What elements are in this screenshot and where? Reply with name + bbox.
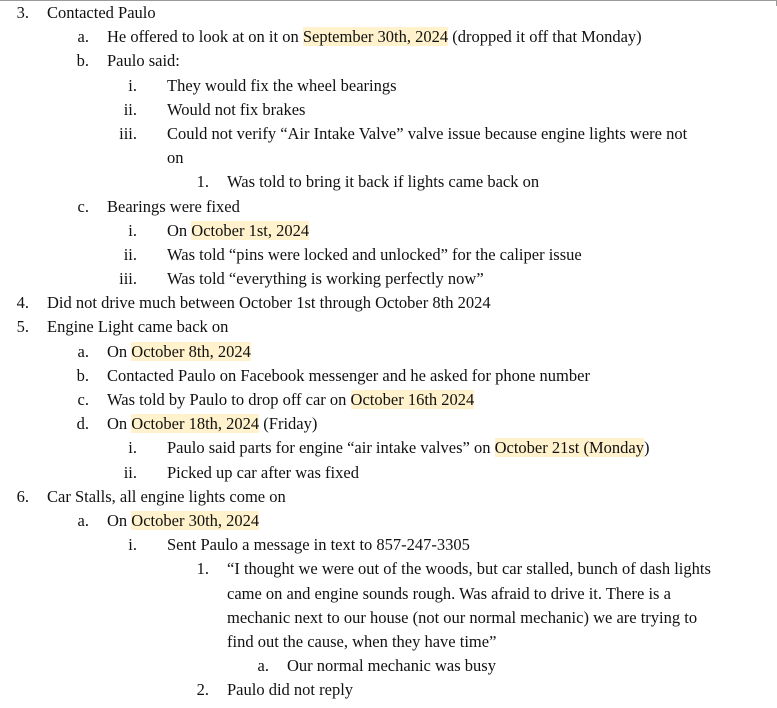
list-item-text bbox=[167, 122, 687, 146]
text-run: Paulo did not reply bbox=[227, 680, 354, 700]
text-run: Would not fix brakes bbox=[167, 99, 306, 119]
text-run: Did not drive much between October 1st through October 8th 2024 bbox=[47, 293, 491, 313]
list-marker: a. bbox=[77, 510, 89, 530]
list-item bbox=[0, 678, 777, 702]
highlighted-date: October 21st (Monday bbox=[494, 438, 644, 458]
highlighted-date: September 30th, 2024 bbox=[302, 27, 449, 47]
text-run: Our normal mechanic was busy bbox=[287, 656, 496, 676]
list-item bbox=[0, 606, 777, 630]
text-run: Engine Light came back on bbox=[47, 317, 229, 337]
list-item-text bbox=[227, 678, 353, 702]
list-item-text bbox=[227, 582, 671, 606]
list-item bbox=[0, 412, 777, 436]
list-item bbox=[0, 436, 777, 460]
list-item-text bbox=[47, 1, 156, 25]
list-item bbox=[0, 146, 777, 170]
list-item bbox=[0, 533, 777, 557]
list-item bbox=[0, 122, 777, 146]
list-marker: 1. bbox=[196, 559, 209, 579]
text-run: (dropped it off that Monday) bbox=[448, 27, 642, 47]
highlighted-date: October 18th, 2024 bbox=[131, 414, 260, 434]
list-marker: 2. bbox=[196, 680, 209, 700]
list-item bbox=[0, 630, 777, 654]
list-item bbox=[0, 388, 777, 412]
text-run: Sent Paulo a message in text to 857-247-3305 bbox=[167, 535, 470, 555]
text-run: find out the cause, when they have time” bbox=[227, 631, 497, 651]
text-run: On bbox=[167, 220, 192, 240]
list-marker: ii. bbox=[123, 244, 137, 264]
list-item bbox=[0, 267, 777, 291]
list-item bbox=[0, 582, 777, 606]
list-marker: b. bbox=[76, 51, 89, 71]
text-run: Was told “everything is working perfectly now” bbox=[167, 269, 484, 289]
list-item bbox=[0, 654, 777, 678]
list-item-text bbox=[107, 388, 474, 412]
list-marker: 5. bbox=[16, 317, 29, 337]
list-item-text bbox=[167, 146, 184, 170]
text-run: mechanic next to our house (not our normal mechanic) we are trying to bbox=[227, 607, 698, 627]
list-item-text bbox=[107, 25, 642, 49]
list-marker: a. bbox=[77, 341, 89, 361]
text-run: He offered to look at on it on bbox=[107, 27, 303, 47]
list-item-text bbox=[167, 98, 305, 122]
list-item-text bbox=[167, 461, 359, 485]
list-marker: ii. bbox=[123, 462, 137, 482]
list-marker: i. bbox=[128, 438, 137, 458]
list-marker: a. bbox=[77, 27, 89, 47]
highlighted-date: October 16th 2024 bbox=[350, 390, 475, 409]
text-run: Bearings were fixed bbox=[107, 196, 240, 216]
text-run: On bbox=[107, 341, 132, 361]
list-item bbox=[0, 25, 777, 49]
list-item bbox=[0, 49, 777, 73]
list-item-text bbox=[107, 195, 240, 219]
text-run: on bbox=[167, 148, 184, 168]
list-item-text bbox=[287, 654, 496, 678]
list-marker: 4. bbox=[16, 293, 29, 313]
highlighted-date: October 1st, 2024 bbox=[191, 220, 310, 240]
list-item-text bbox=[107, 49, 180, 73]
list-item bbox=[0, 557, 777, 581]
list-item bbox=[0, 291, 777, 315]
text-run: Was told by Paulo to drop off car on bbox=[107, 390, 351, 409]
list-marker: 1. bbox=[196, 172, 209, 192]
list-marker: d. bbox=[76, 414, 89, 434]
list-marker: c. bbox=[77, 196, 89, 216]
list-item bbox=[0, 340, 777, 364]
text-run: (Friday) bbox=[259, 414, 318, 434]
text-run: “I thought we were out of the woods, but car stalled, bunch of dash lights bbox=[227, 559, 711, 579]
text-run: Was told to bring it back if lights came back on bbox=[227, 172, 540, 192]
list-item-text bbox=[227, 557, 711, 581]
list-item bbox=[0, 315, 777, 339]
highlighted-date: October 8th, 2024 bbox=[131, 341, 251, 361]
list-item-text bbox=[47, 291, 491, 315]
list-item-text bbox=[167, 219, 309, 243]
list-marker: ii. bbox=[123, 99, 137, 119]
list-item-text bbox=[47, 485, 286, 509]
text-run: ) bbox=[644, 438, 650, 458]
text-run: came on and engine sounds rough. Was afraid to drive it. There is a bbox=[227, 583, 671, 603]
text-run: Car Stalls, all engine lights come on bbox=[47, 486, 286, 506]
list-marker: iii. bbox=[119, 269, 137, 289]
list-item-text bbox=[167, 533, 470, 557]
list-item-text bbox=[167, 267, 484, 291]
list-item-text bbox=[167, 243, 582, 267]
list-marker: c. bbox=[77, 390, 89, 409]
text-run: On bbox=[107, 510, 132, 530]
list-item bbox=[0, 461, 777, 485]
list-item-text bbox=[107, 412, 317, 436]
list-item-text bbox=[107, 364, 590, 388]
list-item bbox=[0, 98, 777, 122]
list-marker: iii. bbox=[119, 123, 137, 143]
list-item-text bbox=[167, 436, 650, 460]
text-run: Contacted Paulo bbox=[47, 3, 156, 22]
list-item bbox=[0, 219, 777, 243]
highlighted-date: October 30th, 2024 bbox=[131, 510, 260, 530]
list-item bbox=[0, 364, 777, 388]
list-item bbox=[0, 243, 777, 267]
text-run: Paulo said parts for engine “air intake valves” on bbox=[167, 438, 495, 458]
text-run: On bbox=[107, 414, 132, 434]
list-item-text bbox=[107, 509, 259, 533]
text-run: Paulo said: bbox=[107, 51, 180, 71]
list-item bbox=[0, 485, 777, 509]
list-marker: i. bbox=[128, 220, 137, 240]
list-item-text bbox=[227, 170, 539, 194]
list-item bbox=[0, 1, 777, 25]
list-item bbox=[0, 74, 777, 98]
list-marker: 6. bbox=[16, 486, 29, 506]
list-item bbox=[0, 195, 777, 219]
list-item-text bbox=[227, 606, 697, 630]
list-item-text bbox=[167, 74, 397, 98]
text-run: Could not verify “Air Intake Valve” valve issue because engine lights were not bbox=[167, 123, 688, 143]
list-marker: 3. bbox=[16, 3, 29, 22]
list-item bbox=[0, 170, 777, 194]
text-run: Picked up car after was fixed bbox=[167, 462, 359, 482]
text-run: Contacted Paulo on Facebook messenger and he asked for phone number bbox=[107, 365, 590, 385]
list-item-text bbox=[107, 340, 251, 364]
list-item bbox=[0, 509, 777, 533]
list-marker: a. bbox=[257, 656, 269, 676]
list-item-text bbox=[47, 315, 228, 339]
document-body bbox=[0, 1, 777, 702]
list-item-text bbox=[227, 630, 496, 654]
text-run: They would fix the wheel bearings bbox=[167, 75, 397, 95]
text-run: Was told “pins were locked and unlocked” for the caliper issue bbox=[167, 244, 582, 264]
list-marker: b. bbox=[76, 365, 89, 385]
list-marker: i. bbox=[128, 535, 137, 555]
list-marker: i. bbox=[128, 75, 137, 95]
